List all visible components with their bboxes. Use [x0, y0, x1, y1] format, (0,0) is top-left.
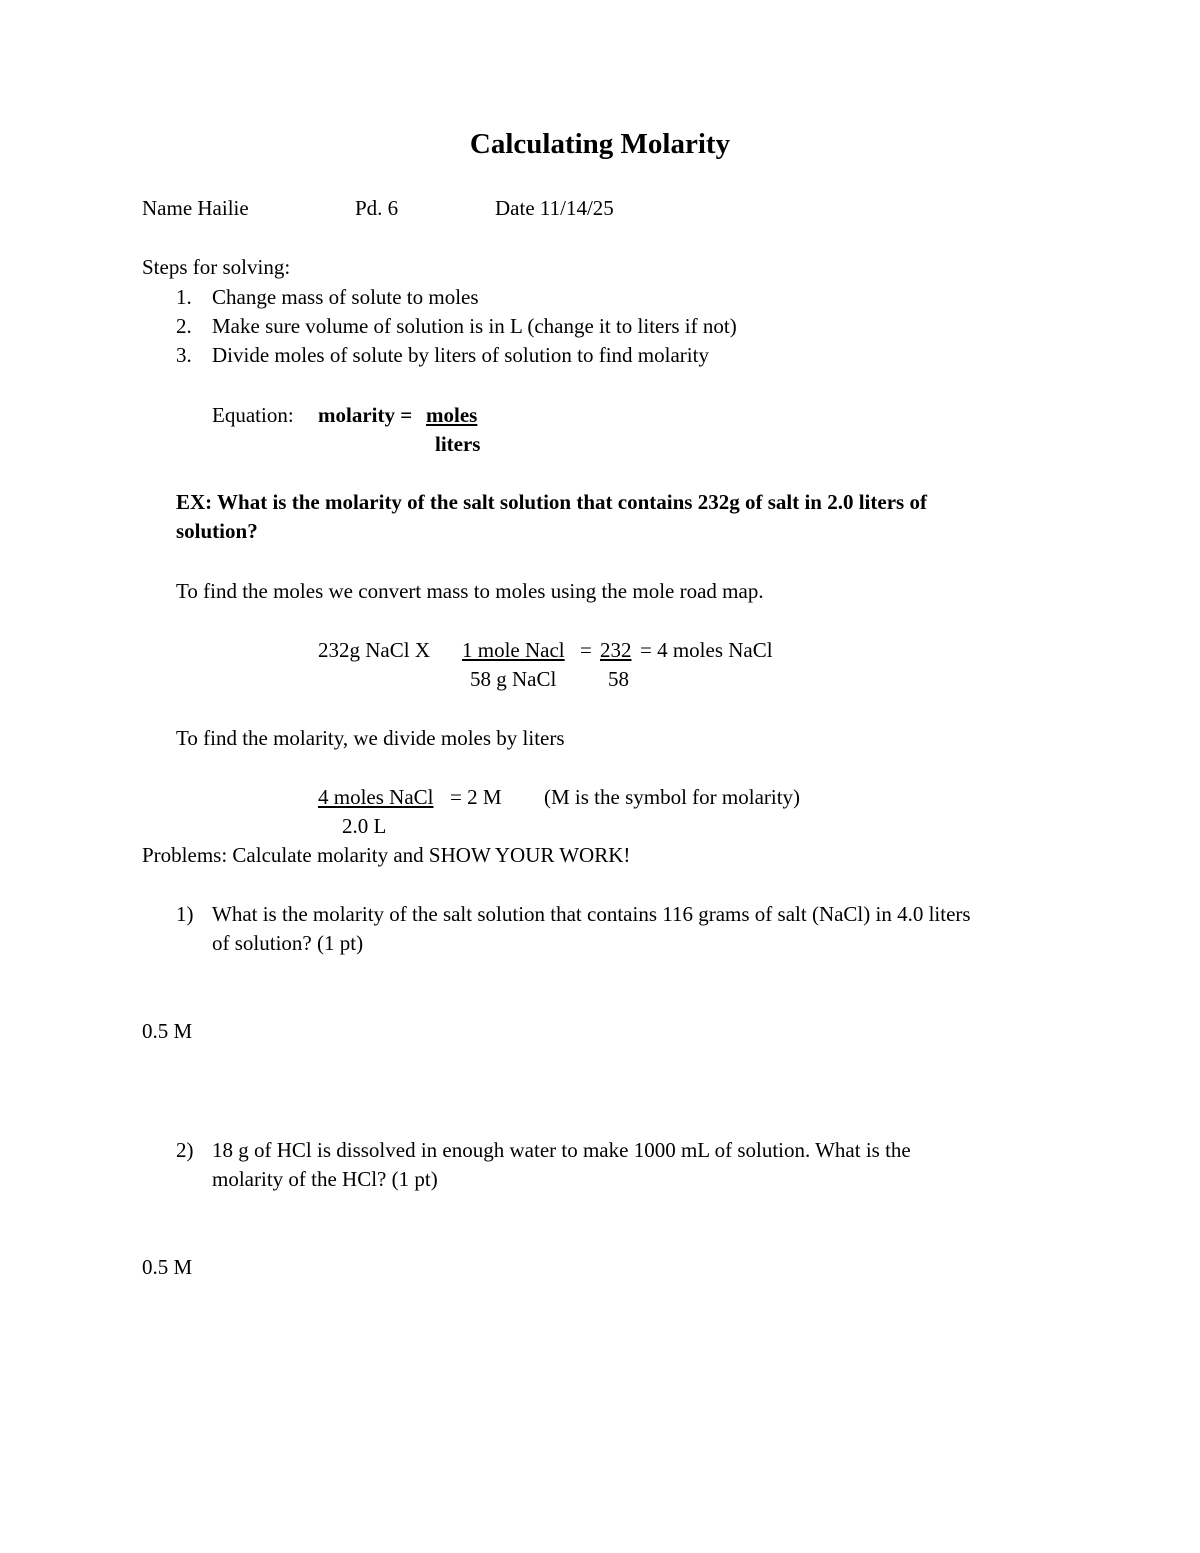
calc1-factor-denominator: 58 g NaCl	[470, 667, 557, 691]
calc1-result: = 4 moles NaCl	[640, 638, 773, 662]
calc1-given: 232g NaCl X	[318, 638, 430, 662]
date: Date 11/14/25	[495, 196, 614, 220]
step-number: 1.	[176, 285, 192, 309]
problem-text-cont: of solution? (1 pt)	[212, 931, 364, 955]
problem-text: What is the molarity of the salt solution that contains 116 grams of salt (NaCl) in 4.0 liters	[212, 902, 971, 926]
example-step1: To find the moles we convert mass to moles using the mole road map.	[176, 579, 764, 603]
calc1-fraction-denominator: 58	[608, 667, 629, 691]
calc2-result: = 2 M	[450, 785, 502, 809]
problems-heading: Problems: Calculate molarity and SHOW YOUR WORK!	[142, 843, 631, 867]
equation-label: Equation:	[212, 403, 294, 427]
step-number: 2.	[176, 314, 192, 338]
calc1-equals: =	[580, 638, 592, 662]
step-text: Make sure volume of solution is in L (change it to liters if not)	[212, 314, 737, 338]
problem-text-cont: molarity of the HCl? (1 pt)	[212, 1167, 438, 1191]
problem-number: 2)	[176, 1138, 194, 1162]
period: Pd. 6	[355, 196, 399, 220]
student-name: Name Hailie	[142, 196, 249, 220]
calc2-note: (M is the symbol for molarity)	[544, 785, 801, 809]
example-question: EX: What is the molarity of the salt solution that contains 232g of salt in 2.0 liters of	[176, 490, 927, 514]
example-step2: To find the molarity, we divide moles by liters	[176, 726, 565, 750]
equation-numerator: moles	[426, 403, 478, 427]
equation-denominator: liters	[435, 432, 481, 456]
step-text: Change mass of solute to moles	[212, 285, 479, 309]
steps-heading: Steps for solving:	[142, 255, 291, 279]
problem-answer: 0.5 M	[142, 1255, 193, 1279]
calc2-denominator: 2.0 L	[342, 814, 387, 838]
problem-number: 1)	[176, 902, 194, 926]
equation-lhs: molarity =	[318, 403, 413, 427]
calc1-factor-numerator: 1 mole Nacl	[462, 638, 565, 662]
calc2-numerator: 4 moles NaCl	[318, 785, 434, 809]
step-number: 3.	[176, 343, 192, 367]
page-title: Calculating Molarity	[469, 128, 731, 160]
problem-answer: 0.5 M	[142, 1019, 193, 1043]
example-question-cont: solution?	[176, 519, 258, 543]
problem-text: 18 g of HCl is dissolved in enough water to make 1000 mL of solution. What is the	[212, 1138, 911, 1162]
step-text: Divide moles of solute by liters of solution to find molarity	[212, 343, 709, 367]
calc1-fraction-numerator: 232	[600, 638, 632, 662]
